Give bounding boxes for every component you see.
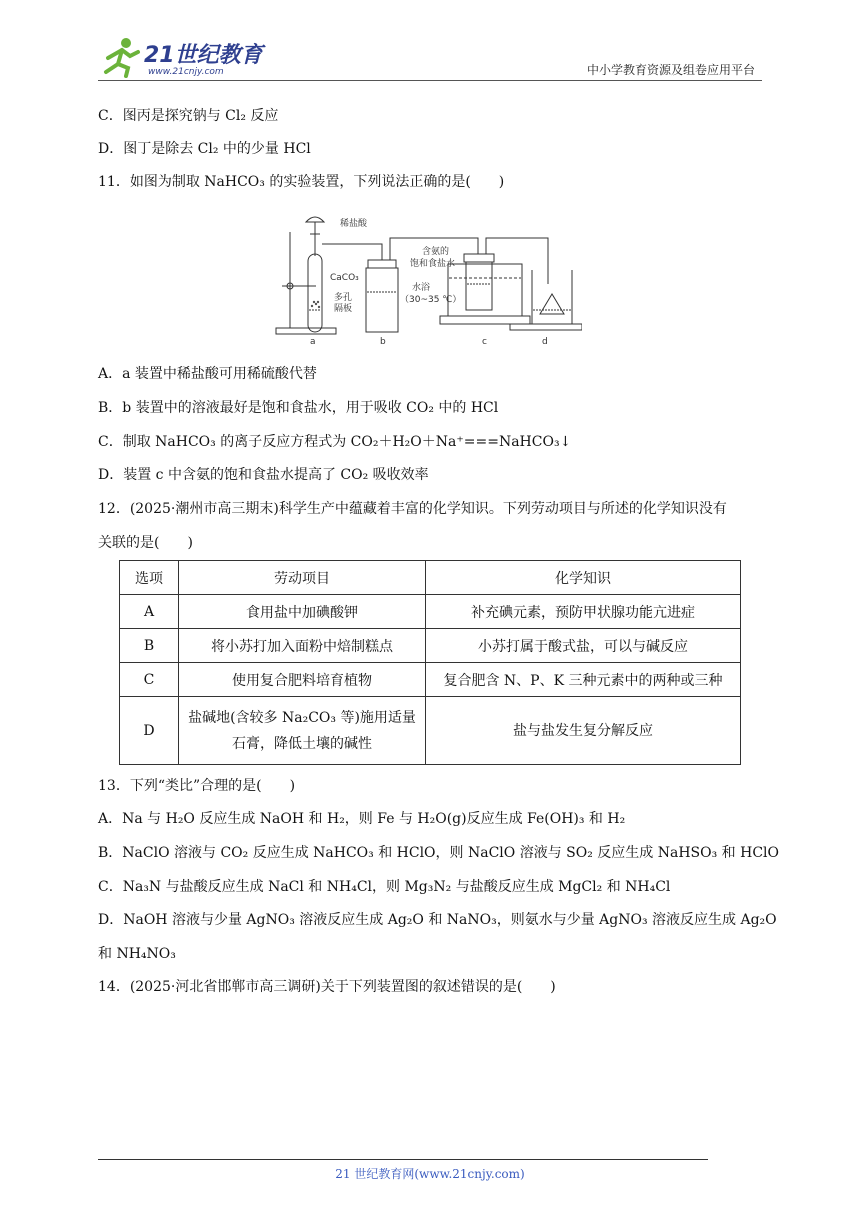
q13-option-a: A．Na 与 H₂O 反应生成 NaOH 和 H₂，则 Fe 与 H₂O(g)反应生成 Fe(OH)₃ 和 H₂	[98, 811, 626, 827]
table-cell: C	[120, 663, 179, 697]
table-header-cell: 化学知识	[426, 561, 741, 595]
logo	[96, 36, 266, 78]
fig-label-solution1: 含氨的	[422, 247, 450, 257]
table-cell: 盐碱地(含较多 Na₂CO₃ 等)施用适量石膏，降低土壤的碱性	[179, 697, 426, 765]
header-divider	[98, 80, 762, 81]
table-cell: 使用复合肥料培育植物	[179, 663, 426, 697]
table-cell: 补充碘元素，预防甲状腺功能亢进症	[426, 595, 741, 629]
q11-option-a: A．a 装置中稀盐酸可用稀硫酸代替	[98, 366, 317, 382]
nahco3-apparatus-figure	[272, 214, 582, 346]
table-row	[120, 663, 741, 697]
runner-icon	[106, 38, 138, 76]
table-header-cell: 劳动项目	[179, 561, 426, 595]
fig-label-a: a	[310, 337, 316, 346]
fig-label-plate2: 隔板	[334, 304, 353, 314]
table-row	[120, 595, 741, 629]
q10-option-c: C．图丙是探究钠与 Cl₂ 反应	[98, 108, 279, 124]
q13-option-c: C．Na₃N 与盐酸反应生成 NaCl 和 NH₄Cl，则 Mg₃N₂ 与盐酸反应生成 MgCl₂ 和 NH₄Cl	[98, 879, 671, 895]
fig-label-caco3: CaCO₃	[330, 273, 359, 283]
q11-stem: 11．如图为制取 NaHCO₃ 的实验装置，下列说法正确的是( )	[98, 174, 505, 190]
logo-url: www.21cnjy.com	[148, 67, 224, 77]
fig-label-c: c	[482, 337, 487, 346]
q10-option-d: D．图丁是除去 Cl₂ 中的少量 HCl	[98, 141, 311, 157]
q12-table	[119, 560, 741, 765]
q11-option-c: C．制取 NaHCO₃ 的离子反应方程式为 CO₂＋H₂O＋Na⁺===NaHCO₃↓	[98, 434, 572, 450]
fig-label-b: b	[380, 337, 386, 346]
table-cell: 盐与盐发生复分解反应	[426, 697, 741, 765]
fig-label-bath2: （30~35 ℃）	[400, 295, 462, 305]
q14-stem: 14．(2025·河北省邯郸市高三调研)关于下列装置图的叙述错误的是( )	[98, 979, 556, 995]
table-row	[120, 629, 741, 663]
table-cell: 小苏打属于酸式盐，可以与碱反应	[426, 629, 741, 663]
logo-text: 21世纪教育	[144, 43, 263, 68]
q12-stem-line1: 12．(2025·潮州市高三期末)科学生产中蕴藏着丰富的化学知识。下列劳动项目与所述的化学知识没有	[98, 501, 727, 517]
table-cell: 食用盐中加碘酸钾	[179, 595, 426, 629]
q13-option-d-line1: D．NaOH 溶液与少量 AgNO₃ 溶液反应生成 Ag₂O 和 NaNO₃，则氨水与少量 AgNO₃ 溶液反应生成 Ag₂O	[98, 912, 777, 928]
fig-label-plate1: 多孔	[334, 293, 353, 303]
fig-label-solution2: 饱和食盐水	[410, 259, 456, 269]
table-row	[120, 697, 741, 765]
q13-stem: 13．下列“类比”合理的是( )	[98, 778, 296, 794]
fig-label-acid: 稀盐酸	[340, 219, 368, 229]
table-header-row	[120, 561, 741, 595]
table-cell: 复合肥含 N、P、K 三种元素中的两种或三种	[426, 663, 741, 697]
header-platform-text: 中小学教育资源及组卷应用平台	[586, 63, 755, 77]
footer-text: 21 世纪教育网(www.21cnjy.com)	[335, 1167, 525, 1181]
table-header-cell: 选项	[120, 561, 179, 595]
footer-divider	[98, 1159, 708, 1160]
table-cell: D	[120, 697, 179, 765]
q12-stem-line2: 关联的是( )	[98, 535, 193, 551]
table-cell: 将小苏打加入面粉中焙制糕点	[179, 629, 426, 663]
q13-option-b: B．NaClO 溶液与 CO₂ 反应生成 NaHCO₃ 和 HClO，则 NaClO 溶液与 SO₂ 反应生成 NaHSO₃ 和 HClO	[98, 845, 779, 861]
table-cell: A	[120, 595, 179, 629]
fig-label-d: d	[542, 337, 548, 346]
q13-option-d-line2: 和 NH₄NO₃	[98, 946, 176, 962]
table-cell: B	[120, 629, 179, 663]
fig-label-bath1: 水浴	[412, 283, 431, 293]
q11-option-d: D．装置 c 中含氨的饱和食盐水提高了 CO₂ 吸收效率	[98, 467, 429, 483]
q11-option-b: B．b 装置中的溶液最好是饱和食盐水，用于吸收 CO₂ 中的 HCl	[98, 400, 499, 416]
